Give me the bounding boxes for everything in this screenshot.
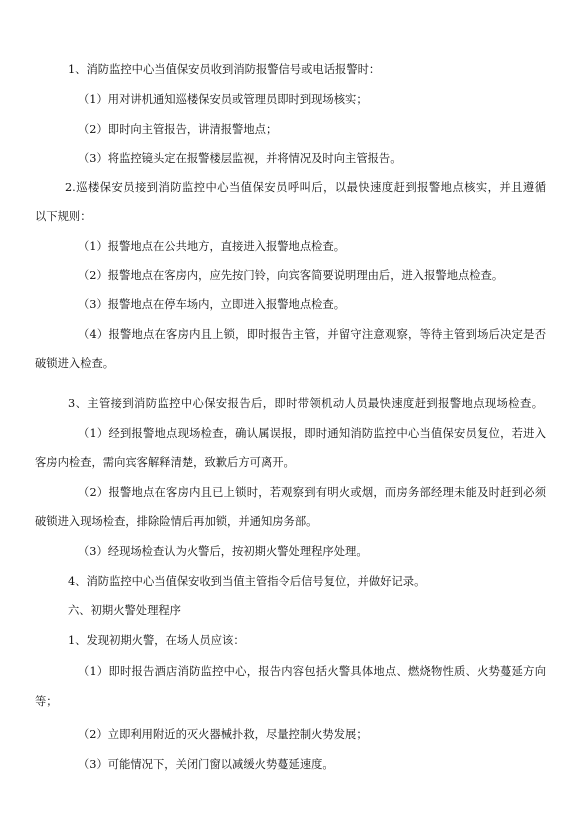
item-1-sub-3: （3）将监控镜头定在报警楼层监视，并将情况及时向主管报告。 bbox=[78, 152, 402, 165]
item-2-sub-3: （3）报警地点在停车场内，立即进入报警地点检查。 bbox=[78, 298, 346, 311]
item-3-sub-3: （3）经现场检查认为火警后，按初期火警处理程序处理。 bbox=[78, 545, 368, 558]
item-1-sub-1: （1）用对讲机通知巡楼保安员或管理员即时到现场核实； bbox=[78, 93, 368, 106]
item-3-sub-2: （2）报警地点在客房内且已上锁时，若观察到有明火或烟，而房务部经理未能及时赶到必须 bbox=[78, 486, 546, 499]
section-6-item-1-sub-3: （3）可能情况下，关闭门窗以减缓火势蔓延速度。 bbox=[78, 758, 334, 771]
item-2-sub-2: （2）报警地点在客房内，应先按门铃，向宾客简要说明理由后，进入报警地点检查。 bbox=[78, 269, 504, 282]
item-1-sub-2: （2）即时向主管报告，讲清报警地点； bbox=[78, 123, 278, 136]
item-3-sub-1-continued: 客房内检查，需向宾客解释清楚，致歉后方可离开。 bbox=[35, 456, 295, 469]
item-3-sub-1: （1）经到报警地点现场检查，确认属误报，即时通知消防监控中心当值保安员复位，若进入 bbox=[78, 427, 546, 440]
item-2-sub-4-continued: 破锁进入检查。 bbox=[35, 357, 115, 370]
item-2-sub-1: （1）报警地点在公共地方，直接进入报警地点检查。 bbox=[78, 240, 346, 253]
item-4-heading: 4、消防监控中心当值保安收到当值主管指令后信号复位，并做好记录。 bbox=[68, 575, 426, 588]
section-6-title: 六、初期火警处理程序 bbox=[68, 604, 181, 617]
section-6-item-1-sub-1: （1）即时报告酒店消防监控中心，报告内容包括火警具体地点、燃烧物性质、火势蔓延方向 bbox=[78, 665, 546, 678]
item-2-heading-continued: 以下规则： bbox=[35, 210, 92, 223]
item-3-heading: 3、主管接到消防监控中心保安报告后，即时带领机动人员最快速度赶到报警地点现场检查。 bbox=[68, 397, 543, 410]
section-6-item-1-sub-1-continued: 等； bbox=[35, 695, 58, 708]
item-2-sub-4: （4）报警地点在客房内且上锁，即时报告主管，并留守注意观察，等待主管到场后决定是否 bbox=[78, 328, 546, 341]
item-1-heading: 1、消防监控中心当值保安员收到消防报警信号或电话报警时： bbox=[68, 63, 381, 76]
section-6-item-1: 1、发现初期火警，在场人员应该： bbox=[68, 634, 245, 647]
item-3-sub-2-continued: 破锁进入现场检查，排除险情后再加锁，并通知房务部。 bbox=[35, 515, 318, 528]
item-2-heading: 2.巡楼保安员接到消防监控中心当值保安员呼叫后，以最快速度赶到报警地点核实，并且遵循 bbox=[65, 181, 546, 194]
section-6-item-1-sub-2: （2）立即利用附近的灭火器械扑救，尽量控制火势发展； bbox=[78, 728, 368, 741]
